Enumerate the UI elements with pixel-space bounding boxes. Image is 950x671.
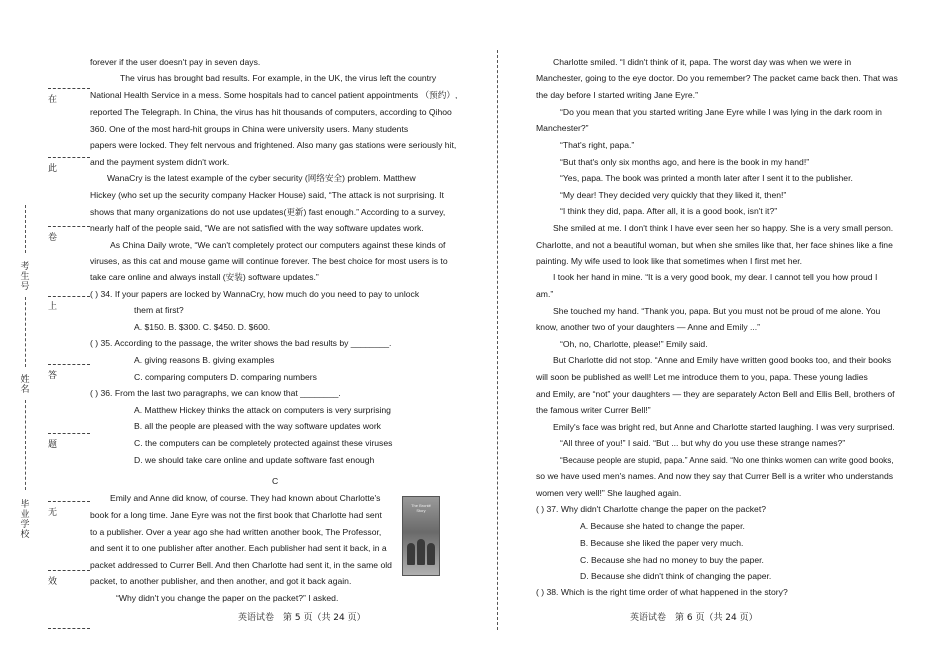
- passage-line: will soon be published as well! Let me introduce them to you, papa. These young ladies: [536, 372, 868, 382]
- passage-line: papers were locked. They felt nervous and frightened. Also many gas stations were seriously hit,: [90, 140, 457, 150]
- passage-line: “Because people are stupid, papa.” Anne said. “No one thinks women can write good books,: [560, 456, 894, 465]
- margin-dash: [48, 157, 90, 158]
- passage-line: “Do you mean that you started writing Jane Eyre while I was lying in the dark room in: [560, 107, 882, 117]
- passage-line: and sent it to one publisher after another. Each publisher had sent it back, in a: [90, 543, 387, 553]
- answer-option: B. Because she liked the paper very much.: [580, 538, 744, 548]
- question-38: ( ) 38. Which is the right time order of what happened in the story?: [536, 587, 788, 597]
- margin-dash: [48, 88, 90, 89]
- passage-line: and Emily, are “not” your daughters — they are separately Acton Bell and Ellis Bell, brothers of: [536, 389, 895, 399]
- passage-line: “I think they did, papa. After all, it is a good book, isn't it?”: [560, 206, 778, 216]
- passage-line: “All three of you!” I said. “But ... but why do you use these strange names?”: [560, 438, 846, 448]
- figure-silhouette: [407, 543, 415, 565]
- answer-option: D. Because she didn't think of changing the paper.: [580, 571, 772, 581]
- passage-line: 360. One of the most hard-hit groups in China were university users. Many students: [90, 124, 409, 134]
- passage-line: “That's right, papa.”: [560, 140, 635, 150]
- answer-options: A. $150. B. $300. C. $450. D. $600.: [134, 322, 271, 332]
- passage-line: She smiled at me. I don't think I have ever seen her so happy. She is a very small person.: [553, 223, 894, 233]
- passage-line: The virus has brought bad results. For example, in the UK, the virus left the country: [120, 73, 437, 83]
- passage-line: She touched my hand. “Thank you, papa. But you must not be proud of me alone. You: [553, 306, 881, 316]
- passage-line: take care online and always install (安装) software updates.”: [90, 272, 319, 282]
- margin-dash: [48, 296, 90, 297]
- section-heading: C: [272, 476, 279, 486]
- seal-char: 题: [48, 440, 58, 450]
- side-label-school: 毕业学校: [20, 500, 30, 540]
- margin-dash: [48, 501, 90, 502]
- passage-line: so we have used men's names. And now they say that Currer Bell is a writer who understands: [536, 471, 894, 481]
- passage-line: I took her hand in mine. “It is a very good book, my dear. I cannot tell you how proud I: [553, 272, 878, 282]
- passage-line: viruses, as this cat and mouse game will continue forever. The best choice for most users is to: [90, 256, 448, 266]
- passage-line: Charlotte, and not a beautiful woman, but when she smiles like that, her face shines like a fine: [536, 240, 893, 250]
- margin-dash: [48, 570, 90, 571]
- passage-line: painting. My wife used to look like that sometimes when I first met her.: [536, 256, 803, 266]
- question-35: ( ) 35. According to the passage, the writer shows the bad results by ________.: [90, 338, 392, 348]
- passage-line: Manchester?”: [536, 123, 589, 133]
- passage-line: packet addressed to Currer Bell. And then Charlotte had sent it, in the same old: [90, 560, 392, 570]
- seal-char: 答: [48, 371, 58, 381]
- figure-silhouette: [427, 543, 435, 565]
- figure-silhouette: [417, 539, 425, 565]
- passage-line: Hickey (who set up the security company Hacker House) said, “The attack is not surprising. It: [90, 190, 444, 200]
- margin-dash: [48, 628, 90, 629]
- answer-option: A. Matthew Hickey thinks the attack on computers is very surprising: [134, 405, 391, 415]
- passage-line: book for a long time. Jane Eyre was not the first book that Charlotte had sent: [90, 510, 382, 520]
- passage-line: As China Daily wrote, “We can't completely protect our computers against these kinds of: [110, 240, 446, 250]
- page-footer: 英语试卷 第 5 页（共 24 页）: [238, 613, 366, 623]
- page-divider: [497, 50, 498, 630]
- answer-option: C. the computers can be completely protected against these viruses: [134, 438, 393, 448]
- passage-line: and the payment system didn't work.: [90, 157, 230, 167]
- book-cover-image: [402, 496, 440, 576]
- answer-option: A. Because she hated to change the paper.: [580, 521, 745, 531]
- side-label-name: 姓名: [20, 375, 30, 395]
- passage-line: “Why didn't you change the paper on the packet?” I asked.: [116, 593, 339, 603]
- margin-dash: [48, 364, 90, 365]
- passage-line: Manchester, going to the eye doctor. Do you remember? The packet came back then. That was: [536, 73, 898, 83]
- margin-dash: [48, 433, 90, 434]
- passage-line: know, another two of your daughters — Anne and Emily ...”: [536, 322, 761, 332]
- passage-line: “Oh, no, Charlotte, please!” Emily said.: [560, 339, 708, 349]
- passage-line: women very well!” She laughed again.: [536, 488, 682, 498]
- answer-options: A. giving reasons B. giving examples: [134, 355, 275, 365]
- answer-options: C. comparing computers D. comparing numbers: [134, 372, 317, 382]
- seal-char: 上: [48, 302, 58, 312]
- seal-char: 卷: [48, 233, 58, 243]
- seal-char: 在: [48, 95, 58, 105]
- question-text: them at first?: [134, 305, 184, 315]
- answer-option: C. Because she had no money to buy the paper.: [580, 555, 764, 565]
- passage-line: to a publisher. Over a year ago she had written another book, The Professor,: [90, 527, 382, 537]
- margin-dash-line: [25, 400, 26, 490]
- passage-line: Charlotte smiled. “I didn't think of it, papa. The worst day was when we were in: [553, 57, 852, 67]
- seal-char: 效: [48, 577, 58, 587]
- side-label-exam-number: 考生号: [20, 262, 30, 292]
- question-37: ( ) 37. Why didn't Charlotte change the paper on the packet?: [536, 504, 766, 514]
- book-cover-title: The Brontë Story: [411, 503, 431, 513]
- passage-line: “But that's only six months ago, and here is the book in my hand!”: [560, 157, 810, 167]
- passage-line: Emily and Anne did know, of course. They had known about Charlotte's: [110, 493, 381, 503]
- passage-line: “Yes, papa. The book was printed a month later after I sent it to the publisher.: [560, 173, 853, 183]
- passage-line: nearly half of the people said, “We are not satisfied with the way software updates work.: [90, 223, 424, 233]
- margin-dash: [48, 226, 90, 227]
- passage-line: reported The Telegraph. In China, the virus has hit thousands of computers, according to Qihoo: [90, 107, 452, 117]
- passage-line: WanaCry is the latest example of the cyber security (网络安全) problem. Matthew: [107, 173, 416, 183]
- answer-option: B. all the people are pleased with the way software updates work: [134, 421, 381, 431]
- question-34: ( ) 34. If your papers are locked by WannaCry, how much do you need to pay to unlock: [90, 289, 420, 299]
- passage-line: the day before I started writing Jane Eyre.”: [536, 90, 698, 100]
- passage-line: forever if the user doesn't pay in seven days.: [90, 57, 261, 67]
- passage-line: Emily's face was bright red, but Anne and Charlotte started laughing. I was very surprised.: [553, 422, 895, 432]
- passage-line: packet, to another publisher, and then another, and got it back again.: [90, 576, 352, 586]
- seal-char: 无: [48, 508, 58, 518]
- page-footer: 英语试卷 第 6 页（共 24 页）: [630, 613, 758, 623]
- question-36: ( ) 36. From the last two paragraphs, we can know that ________.: [90, 388, 341, 398]
- passage-line: shows that many organizations do not use updates(更新) fast enough.” According to a survey,: [90, 207, 446, 217]
- seal-char: 此: [48, 164, 58, 174]
- margin-dash-line: [25, 297, 26, 367]
- passage-line: “My dear! They decided very quickly that they liked it, then!”: [560, 190, 787, 200]
- margin-dash-line: [25, 205, 26, 253]
- passage-line: the famous writer Currer Bell!”: [536, 405, 651, 415]
- answer-option: D. we should take care online and update software fast enough: [134, 455, 375, 465]
- passage-line: But Charlotte did not stop. “Anne and Emily have written good books too, and their books: [553, 355, 892, 365]
- passage-line: National Health Service in a mess. Some hospitals had to cancel patient appointments （预约）,: [90, 90, 458, 100]
- passage-line: am.”: [536, 289, 554, 299]
